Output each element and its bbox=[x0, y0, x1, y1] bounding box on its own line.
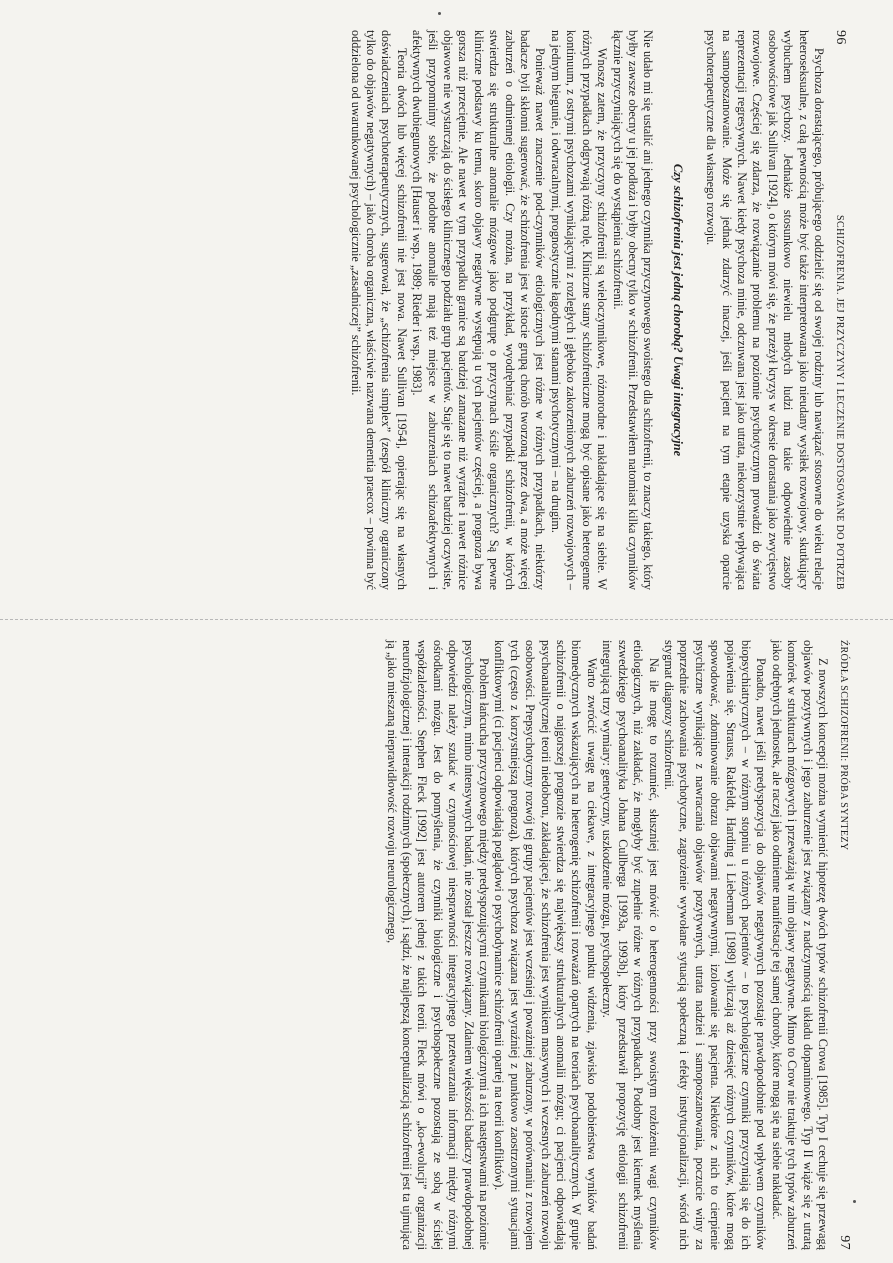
right-running-head bbox=[830, 640, 852, 1250]
scan-speck bbox=[438, 12, 441, 15]
right-paragraph: Na ile mogę to rozumieć, słuszniej jest mówić o heterogenności przy swoistym rozłożeniu wagi czynników etiologicznych, niż zakładać, że mogłyby być zupełnie różne w różnych przypadkach. Podobny jest kierunek myślenia szwedzkiego psychoanalityka Johana Cullberga [1993a, 1993b], który przedstawił propozycję etiologii schizofrenii integrującą trzy wymiary: genetyczny, uszkodzenie mózgu, psychospołeczny. bbox=[600, 640, 661, 1250]
right-page bbox=[12, 640, 852, 1250]
right-running-title: ŹRÓDŁA SCHIZOFRENII: PRÓBA SYNTEZY bbox=[838, 640, 849, 851]
gutter-fold-line bbox=[0, 619, 893, 620]
left-paragraph: Psychoza dorastającego, próbującego oddzielić się od swojej rodziny lub nawiązać stosowne do wieku relacje heteroseksualne, z całą pewnością może być także interpretowana jako nieudany wysiłek rozwojowy, skutkujący wybuchem psychozy. Jednakże stosunkowo niewielu młodych ludzi ma takie odpowiednie zasoby osobowościowe jak Sullivan [1924], o którym mówi się, że przeżył kryzys w okresie dorastania jako zwycięstwo rozwojowe. Częściej się zdarza, że rozwiązanie problemu na poziomie psychotycznym prowadzi do świata reprezentacji regresywnych. Nawet kiedy psychoza minie, odczuwana jest jako utrata, niekorzystnie wpływająca na samoposzanowanie. Może się jednak zdarzyć inaczej, jeśli pacjent na tym etapie uzyska oparcie psychoterapeutyczne dla własnego rozwoju. bbox=[704, 30, 826, 590]
left-paragraph: Nie udało mi się ustalić ani jednego czynnika przyczynowego swoistego dla schizofrenii, to znaczy takiego, który byłby zawsze obecny u jej podłoża i byłby obecny tylko w schizofrenii. Przedstawiłem natomiast kilka czynników łącznie przyczyniających się do wystąpienia schizofrenii. bbox=[610, 30, 656, 590]
right-body bbox=[383, 640, 830, 1250]
right-paragraph: Z nowszych koncepcji można wymienić hipotezę dwóch typów schizofrenii Crowa [1985]. Typ I cechuje się przewagą objawów pozytywnych i jego zaburzenie jest związany z nadczynnością układu dopaminowego. Typ II wiąże się z utratą komórek w strukturach mózgowych i przeważają w nim objawy negatywne. Mimo to Crow nie traktuje tych typów zaburzeń jako odrębnych jednostek, ale raczej jako odmienne manifestacje tej samej choroby, które mogą się na siebie nakładać. bbox=[769, 640, 830, 1250]
left-running-head bbox=[826, 30, 848, 590]
right-page-number: 97 bbox=[837, 1235, 852, 1250]
left-paragraph: Ponieważ nawet znaczenie pod-czynników etiologicznych jest różne w różnych przypadkach, niektórzy badacze byli skłonni sugerować, że schizofrenia jest w istocie grupą chorób tworzoną przez dwa, a może więcej zaburzeń o odmiennej etiologii. Czy można, na przykład, wyodrębniać przypadki schizofrenii, w których stwierdza się strukturalne anomalie mózgowe jako podgrupę o przyczynach ściśle organicznych? Są pewne kliniczne podstawy ku temu, skoro objawy negatywne występują u tych pacjentów częściej, a prognoza bywa gorsza niż przeciętnie. Ale nawet w tym przypadku granice są bardziej zamazane niż wyraźne i nawet różnice objawowe nie wystarczają do ścisłego klinicznego podziału grup pacjentów. Staje się to nawet bardziej oczywiste, jeśli przypomnimy sobie, że podobne anomalie mają też miejsce w zaburzeniach schizoafektywnych i afektywnych dwubiegunowych [Hauser i wsp., 1989; Rieder i wsp., 1983]. bbox=[410, 30, 548, 590]
left-page bbox=[8, 30, 848, 590]
right-paragraph: Problem łańcucha przyczynowego między predyspozującymi czynnikami biologicznymi a ich następstwami na poziomie psychologicznym, mimo intensywnych badań, nie został jeszcze rozwiązany. Zdaniem większości badaczy prawdopodobnej odpowiedzi należy szukać w czynnościowej niesprawności integracyjnego przetwarzania informacji między różnymi ośrodkami mózgu. Jest do pomyślenia, że czynniki biologiczne i psychospołeczne pozostają ze sobą w ścisłej współzależności. Stephen Fleck [1992] jest autorem jednej z takich teorii. Fleck mówi o „ko-ewolucji” organizacji neurofizjologicznej i interakcji rodzinnych (społecznych), i sądzi, że najlepszą konceptualizacją schizofrenii jest ta ujmująca ją „jako mieszaną nieprawidłowość rozwoju neurologicznego, bbox=[384, 640, 492, 1250]
section-heading: Czy schizofrenia jest jedną chorobą? Uwagi integracyjne bbox=[670, 163, 685, 457]
right-paragraph: Warto zwrócić uwagę na ciekawe, z integracyjnego punktu widzenia, zjawisko podobieństwa wyników badań biomedycznych wskazujących na heterogenię schizofrenii i rozważań opartych na teoriach psychoanalitycznych. W grupie schizofrenii o najgorszej prognozie stwierdza się największy strukturalnych anomalii mózgu; ci pacjenci odpowiadają psychoanalitycznej teorii niedoboru, zakładającej, że schizofrenia jest wynikiem masywnych i wczesnych zaburzeń rozwoju osobowości. Prepsychotyczny rozwój tej grupy pacjentów jest wcześniej i poważniej zaburzony, w porównaniu z rozwojem tych (często z korzystniejszą prognozą), których psychoza związana jest wyraźniej z punktowo zaostrzonymi sytuacjami konfliktowymi (ci pacjenci odpowiadają poglądowi o psychodynamice schizofrenii opartej na teorii konfliktów). bbox=[492, 640, 599, 1250]
left-body bbox=[347, 30, 826, 590]
left-paragraph: Teoria dwóch lub więcej schizofrenii nie jest nowa. Nawet Sullivan [1954], opierając się na własnych doświadczeniach psychoterapeutycznych, sugerował, że „schizofrenia simplex” (zespół kliniczny ograniczony tylko do objawów negatywnych) – jako choroba organiczna, właściwie nazwana dementia praecox – powinna być oddzielona od uwarunkowanej psychologicznie „zasadniczej” schizofrenii. bbox=[348, 30, 409, 590]
right-paragraph: Ponadto, nawet jeśli predyspozycja do objawów negatywnych pozostaje prawdopodobnie pod wpływem czynników biopsychiatrycznych – w różnym stopniu u różnych pacjentów – to psychologiczne czynniki przyczyniają się do ich pojawienia się. Strauss, Rakfeldt, Harding i Lieberman [1989] wyliczają aż dziesięć różnych czynników, które mogą spowodować, zdominowanie obrazu objawami negatywnymi, izolowanie się pacjenta. Niektóre z nich to cierpienie psychiczne wynikające z nawracania objawów pozytywnych, utrata nadziei i samoposzanowania, poczucie winy za poprzednie zachowania psychotyczne, zagrożenie wywołane sytuacją społeczną i efekty instytucjonalizacji, wśród nich stygmat diagnozy schizofrenii. bbox=[661, 640, 769, 1250]
left-page-number: 96 bbox=[833, 30, 848, 45]
left-paragraph: Wnoszę zatem, że przyczyny schizofrenii są wieloczynnikowe, różnorodne i nakładające się na siebie. W różnych przypadkach odgrywają różną rolę. Kliniczne stany schizofreniczne mogą być opisane jako heterogenne kontinuum, z ostrymi psychozami wynikającymi z rozległych i głęboko zakorzenionych zaburzeń rozwojowych – na jednym biegunie, i odwracalnymi, prognostycznie łagodnymi stanami psychotycznymi – na drugim. bbox=[548, 30, 610, 590]
left-running-title: SCHIZOFRENIA. JEJ PRZYCZYNY I LECZENIE DOSTOSOWANE DO POTRZEB bbox=[834, 215, 845, 590]
scan-speck bbox=[853, 1200, 856, 1203]
page-gutter bbox=[0, 610, 893, 630]
